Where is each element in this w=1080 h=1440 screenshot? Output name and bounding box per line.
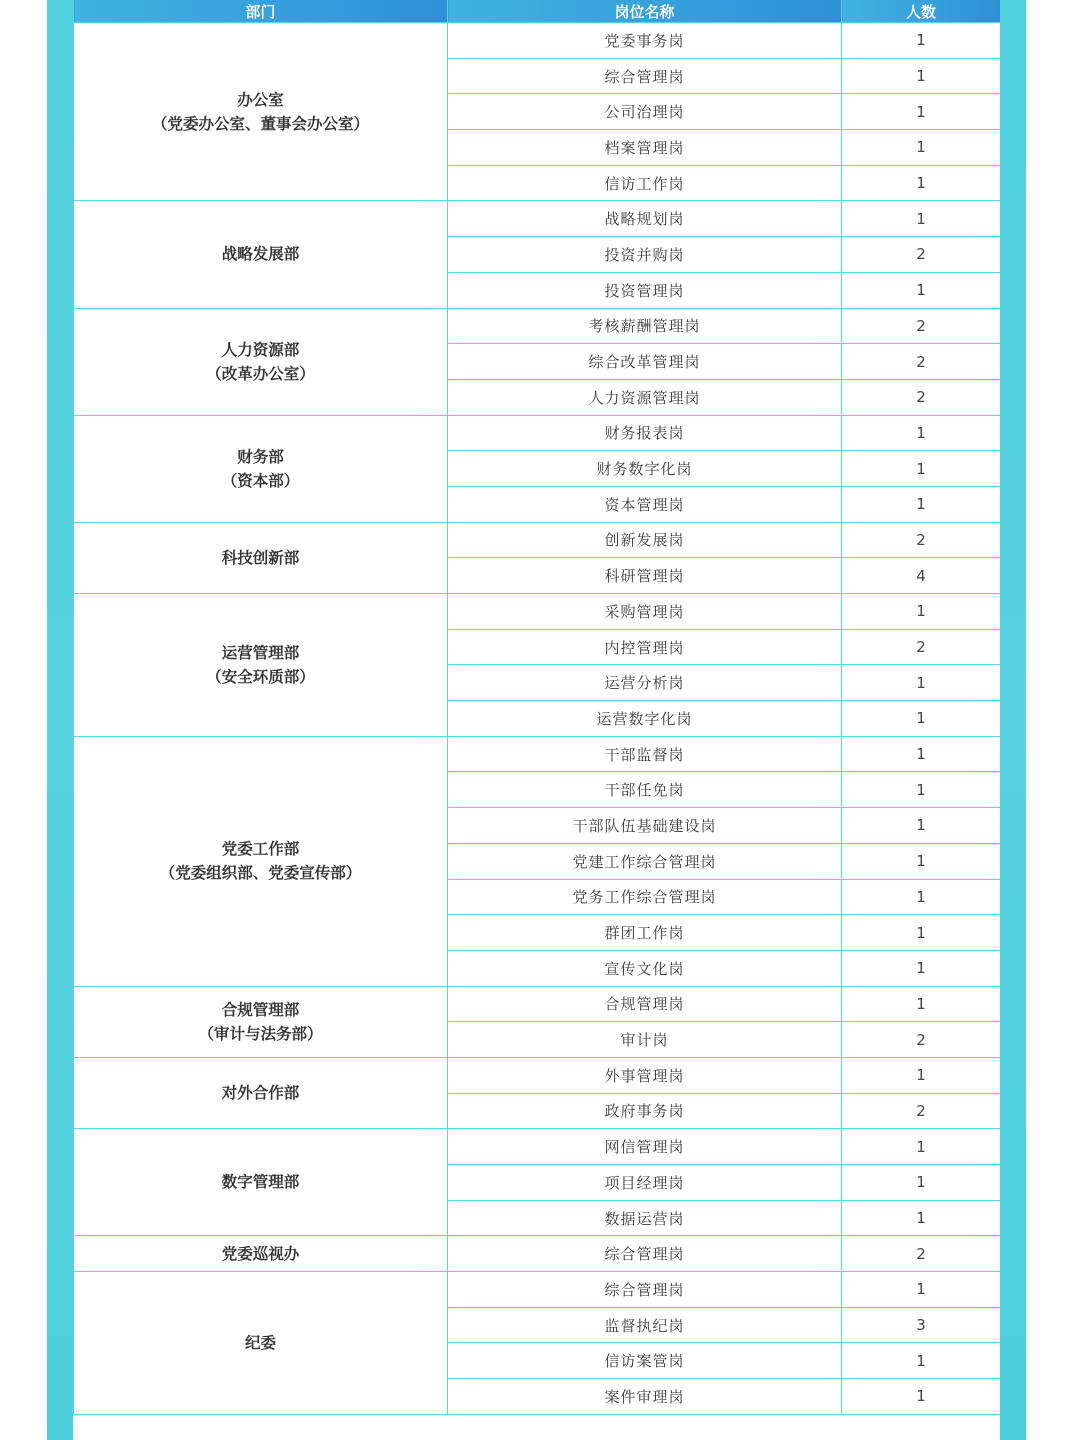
headcount-cell: 1 bbox=[842, 843, 1001, 879]
headcount-cell: 1 bbox=[842, 130, 1001, 166]
department-subname: （审计与法务部） bbox=[198, 1024, 323, 1043]
position-title-cell: 数据运营岗 bbox=[448, 1200, 842, 1236]
position-title-cell: 财务报表岗 bbox=[448, 415, 842, 451]
department-name: 战略发展部 bbox=[221, 245, 300, 264]
position-title-cell: 综合管理岗 bbox=[448, 1272, 842, 1308]
position-title-cell: 干部监督岗 bbox=[448, 736, 842, 772]
department-cell bbox=[74, 986, 448, 1057]
department-name: 财务部 bbox=[237, 447, 284, 466]
department-subname: （改革办公室） bbox=[206, 364, 315, 383]
headcount-cell: 1 bbox=[842, 950, 1001, 986]
table-body bbox=[74, 23, 1001, 1415]
position-title-cell: 党委事务岗 bbox=[448, 23, 842, 59]
table-row bbox=[74, 23, 1001, 59]
headcount-cell: 2 bbox=[842, 1093, 1001, 1129]
department-cell bbox=[74, 23, 448, 201]
department-name: 纪委 bbox=[244, 1333, 276, 1352]
position-title-cell: 群团工作岗 bbox=[448, 915, 842, 951]
department-subname: （安全环质部） bbox=[206, 667, 315, 686]
headcount-cell: 1 bbox=[842, 701, 1001, 737]
headcount-cell: 1 bbox=[842, 986, 1001, 1022]
headcount-cell: 1 bbox=[842, 1200, 1001, 1236]
position-title-cell: 网信管理岗 bbox=[448, 1129, 842, 1165]
headcount-cell: 2 bbox=[842, 379, 1001, 415]
position-title-cell: 采购管理岗 bbox=[448, 594, 842, 630]
position-title-cell: 投资管理岗 bbox=[448, 272, 842, 308]
department-subname: （资本部） bbox=[221, 471, 300, 490]
position-title-cell: 综合管理岗 bbox=[448, 58, 842, 94]
position-title-cell: 档案管理岗 bbox=[448, 130, 842, 166]
header-department: 部门 bbox=[74, 0, 448, 23]
position-title-cell: 科研管理岗 bbox=[448, 558, 842, 594]
position-title-cell: 干部队伍基础建设岗 bbox=[448, 808, 842, 844]
header-count: 人数 bbox=[842, 0, 1001, 23]
headcount-cell: 4 bbox=[842, 558, 1001, 594]
headcount-cell: 3 bbox=[842, 1307, 1001, 1343]
table-row bbox=[74, 594, 1001, 630]
headcount-cell: 1 bbox=[842, 665, 1001, 701]
headcount-cell: 2 bbox=[842, 629, 1001, 665]
position-title-cell: 战略规划岗 bbox=[448, 201, 842, 237]
position-title-cell: 监督执纪岗 bbox=[448, 1307, 842, 1343]
headcount-cell: 1 bbox=[842, 165, 1001, 201]
header-position: 岗位名称 bbox=[448, 0, 842, 23]
headcount-cell: 1 bbox=[842, 1343, 1001, 1379]
position-title-cell: 项目经理岗 bbox=[448, 1165, 842, 1201]
position-title-cell: 信访工作岗 bbox=[448, 165, 842, 201]
department-name: 党委工作部 bbox=[221, 840, 300, 859]
department-cell bbox=[74, 522, 448, 593]
positions-table bbox=[73, 0, 1000, 1415]
headcount-cell: 1 bbox=[842, 879, 1001, 915]
department-cell bbox=[74, 1057, 448, 1128]
headcount-cell: 1 bbox=[842, 1272, 1001, 1308]
position-title-cell: 外事管理岗 bbox=[448, 1057, 842, 1093]
position-title-cell: 公司治理岗 bbox=[448, 94, 842, 130]
headcount-cell: 2 bbox=[842, 308, 1001, 344]
headcount-cell: 2 bbox=[842, 522, 1001, 558]
table-row bbox=[74, 522, 1001, 558]
table-row bbox=[74, 1272, 1001, 1308]
position-title-cell: 运营数字化岗 bbox=[448, 701, 842, 737]
headcount-cell: 1 bbox=[842, 23, 1001, 59]
table-row bbox=[74, 1057, 1001, 1093]
headcount-cell: 1 bbox=[842, 201, 1001, 237]
headcount-cell: 1 bbox=[842, 272, 1001, 308]
department-cell bbox=[74, 1236, 448, 1272]
headcount-cell: 1 bbox=[842, 1379, 1001, 1415]
position-title-cell: 干部任免岗 bbox=[448, 772, 842, 808]
table-row bbox=[74, 415, 1001, 451]
headcount-cell: 1 bbox=[842, 1165, 1001, 1201]
table-header-row bbox=[74, 0, 1001, 23]
table-row bbox=[74, 1129, 1001, 1165]
department-name: 人力资源部 bbox=[221, 340, 300, 359]
table-row bbox=[74, 201, 1001, 237]
position-title-cell: 内控管理岗 bbox=[448, 629, 842, 665]
department-cell bbox=[74, 736, 448, 986]
table-row bbox=[74, 986, 1001, 1022]
headcount-cell: 1 bbox=[842, 1057, 1001, 1093]
position-title-cell: 党建工作综合管理岗 bbox=[448, 843, 842, 879]
position-title-cell: 政府事务岗 bbox=[448, 1093, 842, 1129]
department-cell bbox=[74, 1272, 448, 1415]
position-title-cell: 党务工作综合管理岗 bbox=[448, 879, 842, 915]
position-title-cell: 运营分析岗 bbox=[448, 665, 842, 701]
headcount-cell: 1 bbox=[842, 736, 1001, 772]
headcount-cell: 2 bbox=[842, 1022, 1001, 1058]
headcount-cell: 1 bbox=[842, 1129, 1001, 1165]
position-title-cell: 资本管理岗 bbox=[448, 486, 842, 522]
position-title-cell: 宣传文化岗 bbox=[448, 950, 842, 986]
headcount-cell: 1 bbox=[842, 415, 1001, 451]
position-title-cell: 人力资源管理岗 bbox=[448, 379, 842, 415]
position-title-cell: 信访案管岗 bbox=[448, 1343, 842, 1379]
department-name: 党委巡视办 bbox=[221, 1244, 300, 1263]
position-title-cell: 创新发展岗 bbox=[448, 522, 842, 558]
position-title-cell: 综合改革管理岗 bbox=[448, 344, 842, 380]
department-name: 合规管理部 bbox=[221, 1000, 300, 1019]
department-cell bbox=[74, 415, 448, 522]
headcount-cell: 2 bbox=[842, 1236, 1001, 1272]
position-title-cell: 财务数字化岗 bbox=[448, 451, 842, 487]
headcount-cell: 1 bbox=[842, 58, 1001, 94]
position-title-cell: 综合管理岗 bbox=[448, 1236, 842, 1272]
position-title-cell: 合规管理岗 bbox=[448, 986, 842, 1022]
department-name: 对外合作部 bbox=[221, 1084, 300, 1103]
position-title-cell: 案件审理岗 bbox=[448, 1379, 842, 1415]
position-title-cell: 审计岗 bbox=[448, 1022, 842, 1058]
department-subname: （党委办公室、董事会办公室） bbox=[151, 114, 369, 133]
headcount-cell: 2 bbox=[842, 237, 1001, 273]
headcount-cell: 1 bbox=[842, 486, 1001, 522]
department-subname: （党委组织部、党委宣传部） bbox=[159, 864, 362, 883]
department-cell bbox=[74, 308, 448, 415]
position-title-cell: 投资并购岗 bbox=[448, 237, 842, 273]
department-cell bbox=[74, 1129, 448, 1236]
table-row bbox=[74, 1236, 1001, 1272]
headcount-cell: 1 bbox=[842, 808, 1001, 844]
headcount-cell: 1 bbox=[842, 772, 1001, 808]
headcount-cell: 1 bbox=[842, 594, 1001, 630]
department-cell bbox=[74, 201, 448, 308]
department-name: 运营管理部 bbox=[221, 643, 300, 662]
table-row bbox=[74, 736, 1001, 772]
headcount-cell: 1 bbox=[842, 94, 1001, 130]
position-title-cell: 考核薪酬管理岗 bbox=[448, 308, 842, 344]
department-cell bbox=[74, 594, 448, 737]
headcount-cell: 1 bbox=[842, 451, 1001, 487]
department-name: 数字管理部 bbox=[221, 1173, 300, 1192]
table-row bbox=[74, 308, 1001, 344]
headcount-cell: 1 bbox=[842, 915, 1001, 951]
department-name: 办公室 bbox=[237, 90, 284, 109]
headcount-cell: 2 bbox=[842, 344, 1001, 380]
department-name: 科技创新部 bbox=[221, 548, 300, 567]
positions-table-container bbox=[73, 0, 1000, 1440]
